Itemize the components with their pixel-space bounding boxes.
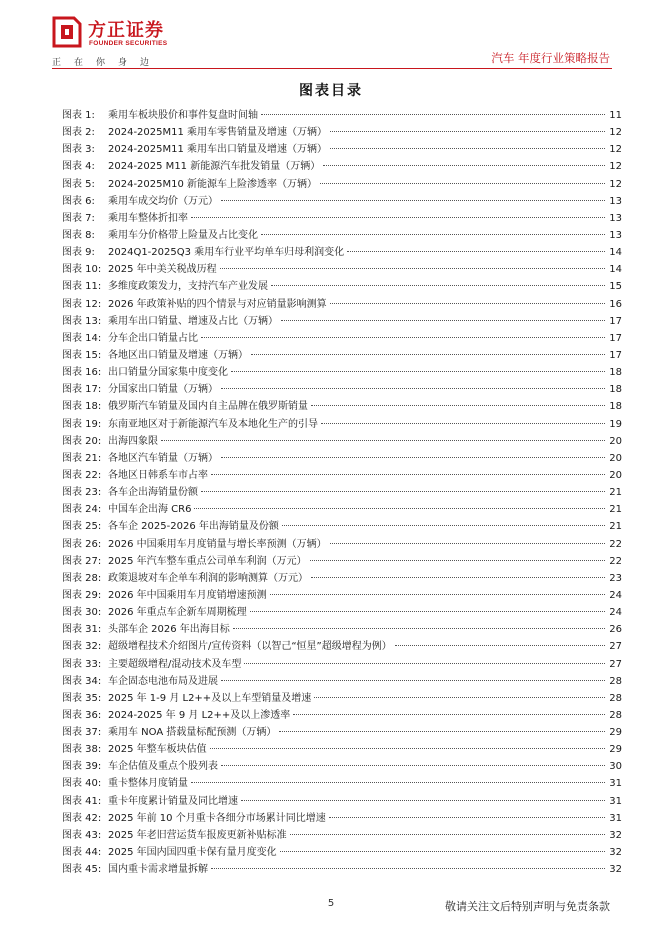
toc-entry-label: 分车企出口销量占比 — [108, 332, 198, 344]
brand-tagline: 正在你身边 — [52, 58, 163, 68]
toc-entry-number: 图表 45: — [62, 864, 102, 876]
toc-entry-label: 2024-2025M11 乘用车零售销量及增速（万辆） — [108, 127, 328, 139]
toc-entry[interactable] — [62, 793, 622, 810]
header-divider — [52, 68, 612, 69]
toc-entry-label: 2026 年中国乘用车月度销增速预测 — [108, 589, 267, 601]
toc-dot-leader — [310, 560, 605, 561]
toc-entry[interactable] — [62, 707, 622, 724]
toc-entry[interactable] — [62, 570, 622, 587]
toc-entry-label: 东南亚地区对于新能源汽车及本地化生产的引导 — [108, 418, 318, 430]
toc-entry-number: 图表 11: — [62, 281, 102, 293]
toc-entry-label: 出口销量分国家集中度变化 — [108, 367, 228, 379]
toc-entry[interactable] — [62, 210, 622, 227]
toc-entry-number: 图表 3: — [62, 144, 95, 156]
toc-entry-number: 图表 6: — [62, 195, 95, 207]
toc-entry-label: 2024-2025M11 乘用车出口销量及增速（万辆） — [108, 144, 328, 156]
toc-entry-label: 车企估值及重点个股列表 — [108, 761, 218, 773]
toc-entry[interactable] — [62, 536, 622, 553]
toc-entry-label: 出海四象限 — [108, 435, 158, 447]
toc-entry-page: 21 — [609, 487, 622, 499]
toc-title: 图表目录 — [299, 83, 363, 99]
toc-entry-number: 图表 7: — [62, 212, 95, 224]
toc-entry[interactable] — [62, 450, 622, 467]
toc-entry-label: 2024Q1-2025Q3 乘用车行业平均单车归母利润变化 — [108, 247, 345, 259]
toc-entry-label: 乘用车成交均价（万元） — [108, 195, 218, 207]
toc-entry-label: 乘用车板块股价和事件复盘时间轴 — [108, 110, 258, 121]
toc-entry-page: 13 — [609, 229, 622, 241]
toc-entry-page: 22 — [609, 555, 622, 567]
toc-entry-number: 图表 17: — [62, 384, 102, 396]
toc-entry-label: 2024-2025 年 9 月 L2++及以上渗透率 — [108, 709, 291, 721]
toc-entry-number: 图表 41: — [62, 795, 102, 807]
toc-entry[interactable] — [62, 553, 622, 570]
toc-entry-page: 12 — [609, 161, 622, 173]
toc-entry-label: 各地区日韩系车市占率 — [108, 469, 208, 481]
toc-dot-leader — [330, 131, 605, 132]
toc-entry-label: 政策退坡对车企单车利润的影响测算（万元） — [108, 572, 308, 584]
toc-entry-page: 14 — [609, 247, 622, 259]
toc-entry-page: 20 — [609, 435, 622, 447]
toc-entry[interactable] — [62, 124, 622, 141]
toc-entry[interactable] — [62, 673, 622, 690]
toc-dot-leader — [330, 303, 605, 304]
toc-entry-number: 图表 20: — [62, 435, 102, 447]
toc-entry-number: 图表 33: — [62, 658, 102, 670]
toc-entry[interactable] — [62, 501, 622, 518]
toc-dot-leader — [233, 628, 605, 629]
toc-dot-leader — [330, 543, 605, 544]
toc-entry-label: 俄罗斯汽车销量及国内自主品牌在俄罗斯销量 — [108, 401, 308, 413]
toc-entry[interactable] — [62, 158, 622, 175]
toc-entry[interactable] — [62, 433, 622, 450]
toc-entry-label: 2025 年老旧营运货车报废更新补贴标准 — [108, 829, 287, 841]
toc-dot-leader — [281, 320, 605, 321]
toc-entry-page: 28 — [609, 709, 622, 721]
toc-dot-leader — [211, 474, 605, 475]
toc-dot-leader — [395, 645, 605, 646]
toc-entry[interactable] — [62, 141, 622, 158]
toc-dot-leader — [261, 114, 605, 115]
toc-entry-page: 32 — [609, 864, 622, 876]
toc-entry-page: 17 — [609, 332, 622, 344]
toc-entry-page: 18 — [609, 367, 622, 379]
toc-entry-number: 图表 5: — [62, 178, 95, 190]
toc-entry-label: 主要超级增程/混动技术及车型 — [108, 658, 242, 670]
toc-dot-leader — [329, 817, 605, 818]
toc-entry-page: 32 — [609, 847, 622, 859]
toc-entry[interactable] — [62, 621, 622, 638]
toc-entry-page: 12 — [609, 127, 622, 139]
toc-entry-label: 2025 年整车板块估值 — [108, 744, 207, 756]
toc-entry-label: 超级增程技术介绍图片/宣传资料（以智己“恒星”超级增程为例） — [108, 641, 392, 653]
toc-entry[interactable] — [62, 741, 622, 758]
toc-dot-leader — [191, 782, 605, 783]
toc-entry-number: 图表 22: — [62, 469, 102, 481]
toc-entry-page: 12 — [609, 144, 622, 156]
toc-entry[interactable] — [62, 313, 622, 330]
toc-entry[interactable] — [62, 330, 622, 347]
toc-entry-page: 17 — [609, 349, 622, 361]
toc-entry-page: 21 — [609, 504, 622, 516]
toc-entry[interactable] — [62, 347, 622, 364]
toc-entry-number: 图表 24: — [62, 504, 102, 516]
toc-entry-page: 30 — [609, 761, 622, 773]
toc-entry-number: 图表 18: — [62, 401, 102, 413]
toc-entry[interactable] — [62, 398, 622, 415]
toc-entry-label: 2025 年前 10 个月重卡各细分市场累计同比增速 — [108, 812, 326, 824]
toc-entry-page: 31 — [609, 795, 622, 807]
toc-entry-page: 18 — [609, 384, 622, 396]
toc-entry[interactable] — [62, 638, 622, 655]
toc-dot-leader — [280, 851, 605, 852]
toc-entry-label: 国内重卡需求增量拆解 — [108, 864, 208, 876]
toc-dot-leader — [221, 457, 605, 458]
toc-entry-page: 23 — [609, 572, 622, 584]
toc-entry-number: 图表 2: — [62, 127, 95, 139]
toc-entry-page: 27 — [609, 641, 622, 653]
toc-entry-page: 14 — [609, 264, 622, 276]
toc-entry-label: 分国家出口销量（万辆） — [108, 384, 218, 396]
toc-entry[interactable] — [62, 278, 622, 295]
toc-entry-label: 各车企出海销量份额 — [108, 487, 198, 499]
toc-dot-leader — [293, 714, 605, 715]
toc-entry-number: 图表 29: — [62, 589, 102, 601]
toc-entry-label: 2026 年政策补贴的四个情景与对应销量影响测算 — [108, 298, 327, 310]
toc-dot-leader — [330, 148, 605, 149]
toc-entry-number: 图表 23: — [62, 487, 102, 499]
toc-entry-number: 图表 14: — [62, 332, 102, 344]
page-number: 5 — [327, 898, 335, 909]
toc-entry-label: 乘用车 NOA 搭载量标配预测（万辆） — [108, 727, 277, 739]
toc-entry-page: 16 — [609, 298, 622, 310]
toc-entry[interactable] — [62, 518, 622, 535]
toc-entry-number: 图表 38: — [62, 744, 102, 756]
toc-entry[interactable] — [62, 587, 622, 604]
toc-entry-page: 24 — [609, 589, 622, 601]
toc-entry-label: 各地区出口销量及增速（万辆） — [108, 349, 248, 361]
toc-entry-label: 头部车企 2026 年出海目标 — [108, 624, 230, 636]
toc-entry-number: 图表 36: — [62, 709, 102, 721]
toc-dot-leader — [250, 611, 605, 612]
toc-entry-label: 2025 年中美关税战历程 — [108, 264, 217, 276]
toc-dot-leader — [244, 663, 605, 664]
toc-dot-leader — [241, 800, 605, 801]
founder-logo-icon — [52, 16, 82, 48]
toc-entry-label: 乘用车分价格带上险量及占比变化 — [108, 229, 258, 241]
toc-entry-label: 2026 年重点车企新车周期梳理 — [108, 607, 247, 619]
toc-entry-number: 图表 32: — [62, 641, 102, 653]
toc-entry-page: 29 — [609, 744, 622, 756]
toc-dot-leader — [161, 440, 605, 441]
toc-entry-number: 图表 16: — [62, 367, 102, 379]
toc-entry-number: 图表 27: — [62, 555, 102, 567]
toc-entry-label: 2025 年汽车整车重点公司单车利润（万元） — [108, 555, 307, 567]
toc-entry-page: 15 — [609, 281, 622, 293]
toc-entry-label: 各车企 2025-2026 年出海销量及份额 — [108, 521, 279, 533]
toc-entry[interactable] — [62, 261, 622, 278]
toc-dot-leader — [221, 200, 605, 201]
toc-entry-number: 图表 42: — [62, 812, 102, 824]
toc-entry-number: 图表 37: — [62, 727, 102, 739]
toc-entry-number: 图表 10: — [62, 264, 102, 276]
toc-entry-label: 重卡整体月度销量 — [108, 778, 188, 790]
toc-entry[interactable] — [62, 775, 622, 792]
toc-entry-page: 20 — [609, 469, 622, 481]
toc-entry-page: 13 — [609, 212, 622, 224]
toc-dot-leader — [282, 525, 605, 526]
toc-dot-leader — [211, 868, 605, 869]
toc-entry-page: 24 — [609, 607, 622, 619]
toc-entry-label: 多维度政策发力，支持汽车产业发展 — [108, 281, 268, 293]
toc-entry-page: 20 — [609, 452, 622, 464]
brand-name-en: FOUNDER SECURITIES — [89, 40, 168, 47]
toc-dot-leader — [201, 491, 605, 492]
toc-entry-number: 图表 1: — [62, 110, 95, 121]
toc-list — [62, 107, 622, 878]
toc-entry-page: 18 — [609, 401, 622, 413]
toc-entry-page: 31 — [609, 812, 622, 824]
toc-entry[interactable] — [62, 227, 622, 244]
toc-entry-number: 图表 31: — [62, 624, 102, 636]
toc-entry[interactable] — [62, 690, 622, 707]
toc-entry-page: 12 — [609, 178, 622, 190]
brand-name-cn: 方正证券 — [88, 20, 164, 41]
toc-entry-number: 图表 28: — [62, 572, 102, 584]
toc-entry-label: 2026 中国乘用车月度销量与增长率预测（万辆） — [108, 538, 327, 550]
toc-entry[interactable] — [62, 861, 622, 878]
toc-entry-page: 17 — [609, 315, 622, 327]
toc-dot-leader — [311, 405, 605, 406]
toc-entry-label: 乘用车出口销量、增速及占比（万辆） — [108, 315, 278, 327]
toc-entry[interactable] — [62, 416, 622, 433]
toc-entry-page: 28 — [609, 675, 622, 687]
toc-entry-page: 31 — [609, 778, 622, 790]
toc-entry[interactable] — [62, 193, 622, 210]
toc-entry[interactable] — [62, 467, 622, 484]
toc-dot-leader — [314, 697, 605, 698]
toc-entry-page: 22 — [609, 538, 622, 550]
report-type-label: 汽车 年度行业策略报告 — [491, 51, 610, 65]
toc-dot-leader — [270, 594, 605, 595]
toc-entry-page: 11 — [609, 110, 622, 121]
toc-entry-label: 乘用车整体折扣率 — [108, 212, 188, 224]
toc-entry-page: 19 — [609, 418, 622, 430]
toc-dot-leader — [221, 388, 605, 389]
toc-entry-label: 2025 年国内国四重卡保有量月度变化 — [108, 847, 277, 859]
toc-dot-leader — [221, 765, 605, 766]
toc-entry[interactable] — [62, 827, 622, 844]
toc-entry-label: 中国车企出海 CR6 — [108, 504, 192, 516]
toc-entry-number: 图表 15: — [62, 349, 102, 361]
toc-entry-number: 图表 12: — [62, 298, 102, 310]
toc-dot-leader — [261, 234, 605, 235]
toc-entry[interactable] — [62, 381, 622, 398]
toc-entry-page: 32 — [609, 829, 622, 841]
toc-entry-number: 图表 21: — [62, 452, 102, 464]
toc-entry-number: 图表 25: — [62, 521, 102, 533]
toc-dot-leader — [210, 748, 605, 749]
toc-dot-leader — [220, 268, 605, 269]
toc-entry[interactable] — [62, 107, 622, 124]
toc-entry[interactable] — [62, 176, 622, 193]
toc-entry-number: 图表 19: — [62, 418, 102, 430]
toc-entry-number: 图表 44: — [62, 847, 102, 859]
page-header — [0, 0, 662, 72]
toc-entry-number: 图表 13: — [62, 315, 102, 327]
toc-entry-label: 2024-2025M10 新能源车上险渗透率（万辆） — [108, 178, 318, 190]
toc-entry[interactable] — [62, 244, 622, 261]
founder-securities-logo — [52, 14, 192, 54]
toc-entry-number: 图表 40: — [62, 778, 102, 790]
toc-entry-page: 27 — [609, 658, 622, 670]
toc-entry[interactable] — [62, 724, 622, 741]
toc-entry-page: 29 — [609, 727, 622, 739]
toc-entry[interactable] — [62, 810, 622, 827]
toc-entry-number: 图表 26: — [62, 538, 102, 550]
toc-dot-leader — [201, 337, 605, 338]
toc-entry-number: 图表 39: — [62, 761, 102, 773]
disclaimer-note: 敬请关注文后特别声明与免责条款 — [445, 900, 610, 913]
toc-dot-leader — [321, 423, 605, 424]
toc-dot-leader — [251, 354, 605, 355]
toc-dot-leader — [231, 371, 605, 372]
toc-entry[interactable] — [62, 364, 622, 381]
toc-entry-number: 图表 30: — [62, 607, 102, 619]
toc-entry-label: 各地区汽车销量（万辆） — [108, 452, 218, 464]
toc-dot-leader — [271, 285, 605, 286]
toc-entry[interactable] — [62, 758, 622, 775]
toc-entry-label: 2024-2025 M11 新能源汽车批发销量（万辆） — [108, 161, 321, 173]
toc-entry-number: 图表 43: — [62, 829, 102, 841]
toc-entry[interactable] — [62, 604, 622, 621]
toc-entry-number: 图表 9: — [62, 247, 95, 259]
toc-entry-page: 28 — [609, 692, 622, 704]
toc-dot-leader — [320, 183, 605, 184]
toc-entry[interactable] — [62, 296, 622, 313]
toc-entry-number: 图表 8: — [62, 229, 95, 241]
toc-entry-number: 图表 34: — [62, 675, 102, 687]
toc-entry-number: 图表 4: — [62, 161, 95, 173]
toc-entry-label: 车企固态电池布局及进展 — [108, 675, 218, 687]
toc-dot-leader — [347, 251, 605, 252]
toc-entry-page: 13 — [609, 195, 622, 207]
toc-entry[interactable] — [62, 844, 622, 861]
toc-dot-leader — [191, 217, 605, 218]
toc-entry-page: 21 — [609, 521, 622, 533]
toc-entry[interactable] — [62, 484, 622, 501]
toc-dot-leader — [290, 834, 605, 835]
toc-entry-page: 26 — [609, 624, 622, 636]
toc-entry[interactable] — [62, 656, 622, 673]
toc-dot-leader — [194, 508, 605, 509]
toc-entry-label: 2025 年 1-9 月 L2++及以上车型销量及增速 — [108, 692, 312, 704]
toc-dot-leader — [279, 731, 605, 732]
toc-entry-number: 图表 35: — [62, 692, 102, 704]
toc-dot-leader — [311, 577, 605, 578]
toc-dot-leader — [221, 680, 605, 681]
toc-entry-label: 重卡年度累计销量及同比增速 — [108, 795, 238, 807]
page-footer — [0, 888, 662, 918]
toc-dot-leader — [323, 165, 605, 166]
